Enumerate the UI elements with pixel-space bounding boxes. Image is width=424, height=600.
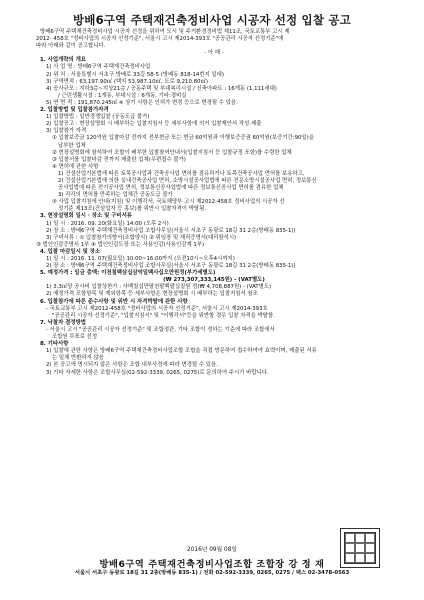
section-heading: 1. 사업개략의 개요 (40, 57, 87, 64)
notice-line: 1) 건설산업기본법에 따른 토목공사업과 건축공사업 면허를 겸유하거나 토목건축공사업 면허를 보유하고, (58, 170, 305, 177)
notice-line: 4) 공사규모 : 지하3층~지상21층 / 공동주택 및 부대복리시설 / 신축아파트 : 16개동 (1,111세대) (46, 85, 277, 92)
notice-line: 정기준 제13조(건설업자 등 홍보)를 위반시 입찰자격이 박탈됨. (58, 206, 207, 213)
notice-line: 1) 사 업 명 : 방배6구역 주택재건축정비사업 (46, 64, 151, 71)
intro-line: 따라 아래와 같이 공고합니다. (36, 43, 106, 50)
divider-label: - 아 래 - (204, 50, 224, 57)
section-heading: 6. 입찰참가에 따른 준수사항 및 위반 시 자격박탈에 관한 사항 (40, 298, 188, 305)
notice-line: 3) 구역면적 : 63,197.90㎡ (택지 53,987.10㎡, 도로 9,210.80㎡) (46, 78, 208, 85)
notice-line: / 근린생활시설 : 1개동, 부대시설 : 6개동, 기타:경비실 (58, 92, 187, 99)
notice-line: 1) 3.3㎡당 공사비 입찰상한가 : 사백칠십만팔천팔백팔십칠원 정(₩ 4,708,887원) - (VAT별도) (46, 284, 272, 291)
notice-line: 5) 연 면 적 : 191,870.245㎡ ※ 상기 사항은 인허가 변경 등으로 변경될 수 있음. (46, 99, 238, 106)
notice-line: 납부한 업체 (58, 142, 86, 149)
notice-line: ① 입찰보증금 120억원 입찰마감 전까지 전부현금 또는 현금 60억원과 이행보증증권 60억원(보증기간:90일)을 (52, 135, 314, 142)
notice-line: 2) 위 치 : 서울특별시 서초구 방배로 33길 58-5 (방배동 818-14번지 일대) (46, 71, 224, 78)
section-heading: 7. 낙찰자 결정방법 (40, 319, 87, 326)
notice-line: 2) 장 소 : 방배6구역 주택재건축정비사업 조합사무실(서울시 서초구 동광로 18길 31 2층(방배동 835-1)) (46, 227, 296, 234)
notice-line: "공공관리 시공자 선정기준", "입찰지침서" 및 "이행각서"등을 위반할 경우 입찰 자격을 박탈함. (52, 312, 275, 319)
notice-line: - 국토교통부 고시 제2012-458호 "정비사업의 시공자 선정기준", 서울시 고시 제2014-393호 (46, 305, 268, 312)
notice-line: 1) 입찰방법 : 일반경쟁입찰 (공동도급 불가) (46, 114, 150, 121)
page-title: 방배6구역 주택재건축정비사업 시공자 선정 입찰 공고 (72, 13, 351, 27)
notice-line: 1) 입찰에 관한 사항은 방배6구역 주택재건축정비사업조합 조합을 직접 방문하여 접수하여야 효력이며, 제출된 서류 (46, 348, 317, 355)
notice-line: 는 일체 반환하지 않음 (52, 355, 105, 362)
notice-line: 조합원 투표로 선정 (52, 334, 98, 341)
notice-line: 3) 구비서류 : ① 입찰참가의향서(조합양식) ② 위임장 및 재직증명서(대리참석시) (46, 234, 237, 241)
notice-line: 1) 일 시 : 2016. 09. 20(화요일) 14:00 (오후 2시) (46, 220, 169, 227)
section-heading: 4. 입찰 마감일시 및 장소 (40, 248, 101, 255)
notice-line: ③ 입찰서를 입찰마감 전까지 제출한 업체(우편접수 불가) (52, 156, 186, 163)
section-heading: 5. 예정가격 : 일금 총액: 이천칠백삼십삼억일백사십오만원정(부가세별도) (40, 270, 216, 277)
notice-line: ④ 면허에 관한 사항 (52, 163, 99, 170)
notice-line: (₩ 273,307,333,145원) - (VAT별도) (163, 277, 265, 284)
notice-line: - 서울시 고시 "공공관리 시공자 선정기준" 및 조합정관, 기타 조합이 정하는 기준에 따라 조합에서 (46, 326, 275, 333)
organization-signature: 방배6구역 주택재건축정비사업조합 조합장 강 정 재 (99, 559, 325, 570)
intro-line: 방배6구역 주택재건축정비사업 시공자 선정을 위하여 도시 및 주거환경정비법 제11조, 국토교통부 고시 제 (40, 29, 290, 35)
notice-line: ③ 법인인감증명서 1부 ④ 법인인감도장 또는 사용인감(사용인감계 1부) (36, 241, 205, 248)
notice-body (36, 29, 392, 376)
notice-line: 2) 입찰공고 : 현장설명회 시 배부하는 입찰지침서 등 세부사항에 의거 입찰제안서 작성·제출 (46, 121, 262, 128)
notice-date: 2016년 09월 08일 (187, 547, 237, 553)
intro-line: 2012- 458호 "정비사업의 시공자 선정기준", 서울시 고시 제2014-393호 "공공관리 시공자 선정기준"에 (36, 36, 284, 43)
notice-line: 공사업법에 따른 전기공사업 면허, 정보통신공사업법에 따른 정보통신공사업 면허를 겸유한 업체 (58, 185, 284, 192)
notice-line: 3) 각각의 면허를 만족하는 업체간 공동도급 불가 (58, 192, 173, 199)
notice-line: 2) 장 소 : 방배6구역 주택재건축정비사업 조합사무실(서울시 서초구 동광로 18길 31 2층(방배동 835-1)) (46, 263, 296, 270)
section-heading: 3. 현장설명회 일시 · 장소 및 구비서류 (40, 213, 133, 220)
notice-lines (36, 57, 392, 376)
section-heading: 8. 기타사항 (40, 341, 69, 348)
notice-line: 2) 예정가격 포함항목 및 제외항목 등 세부사항은 현장설명회 시 배부하는 입찰지침서 참조 (46, 291, 258, 298)
contact-footer: 서울시 서초구 동광로 18길 31 2층(방배동 835-1) / 전화 02-592-3339, 0265, 0275 / 팩스 02-3478-0563 (74, 570, 350, 576)
section-heading: 2. 입찰방법 및 입찰참가자격 (40, 107, 109, 114)
notice-line: 3) 입찰참가 자격 (46, 128, 87, 135)
notice-line: ② 현장설명회에 참석하여 조합이 배부한 입찰참여안내서(입찰지침서 등 입찰규정 포함)를 수령한 업체 (52, 149, 292, 156)
notice-line: 3) 기타 자세한 사항은 조합사무실(02-592-3339, 0265, 0275)로 문의하여 주시기 바랍니다. (46, 369, 269, 376)
notice-line: ⑤ 사업 입찰지침에 안내(지침) 및 이행각서, 국토해양부 고시 제2012-458호 정비사업의 시공자 선 (52, 199, 285, 206)
notice-line: 1) 일 시 : 2016. 11. 07(월요일) 10:00~16:00까지 (오전10시~오후4시까지) (46, 256, 235, 262)
notice-line: 2) 건설산업기본법에 의한 실내건축공사업 면허, 소방시설공사업법에 따른 전문소방시설공사업 면허, 정보통신 (58, 177, 317, 184)
notice-line: 2) 본 공고에 명시되지 않은 사항은 조합 내부사정에 따라 변경될 수 있음. (46, 362, 218, 369)
